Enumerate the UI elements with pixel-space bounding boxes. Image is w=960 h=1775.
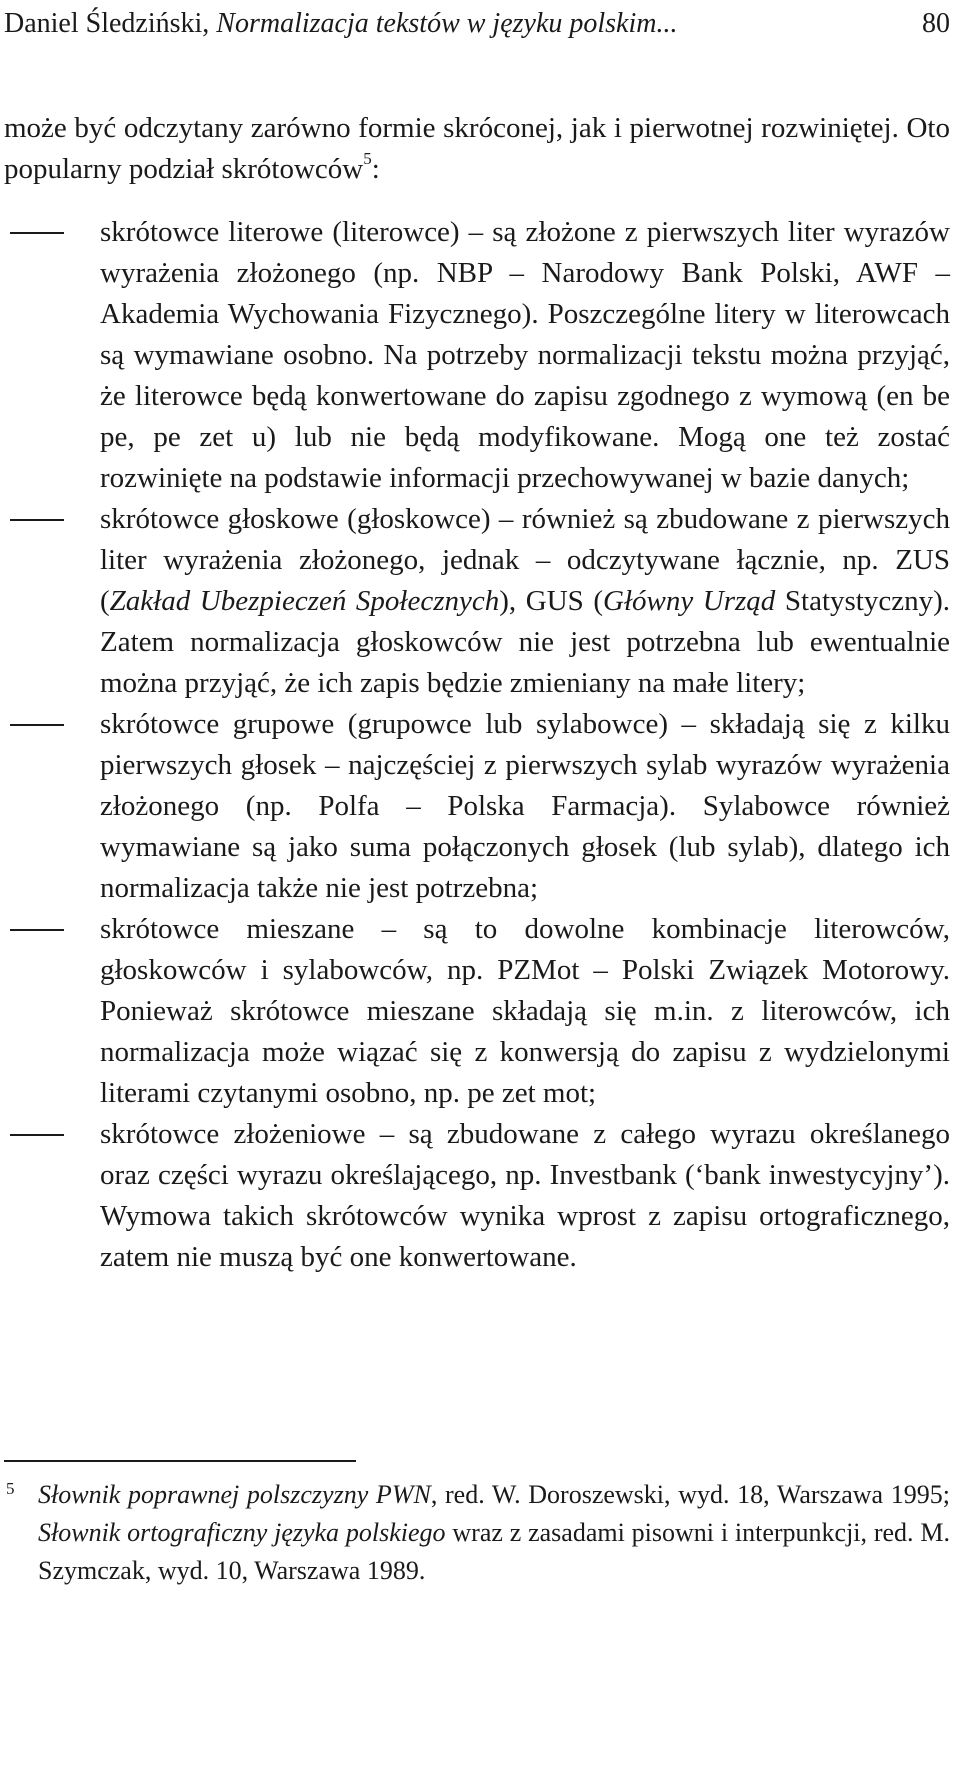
footnote-reference[interactable]: 5 — [363, 149, 372, 168]
list-item-text: ), GUS ( — [499, 585, 603, 617]
intro-paragraph — [4, 108, 950, 190]
list-item-text: skrótowce głoskowe (głoskowce) – również są zbudowane z pierwszych liter wyrażenia złożonego, jednak – odczytywane łącznie, np. ZUS ( — [100, 503, 950, 617]
list-item-text: skrótowce grupowe (grupowce lub sylabowce) – składają się z kilku pierwszych głosek – najczęściej z pierwszych sylab wyrazów wyrażenia złożonego (np. Polfa – Polska Farmacja). Sylabowce również wymawiane są jako suma połączonych głosek (lub sylab), dlatego ich normalizacja także nie jest potrzebna; — [100, 708, 950, 904]
dash-bullet-icon — [4, 212, 68, 253]
dash-bullet-icon — [4, 499, 68, 540]
footnote-italic: Słownik poprawnej polszczyzny PWN — [38, 1480, 431, 1509]
list-item-text: skrótowce literowe (literowce) – są złożone z pierwszych liter wyrazów wyrażenia złożonego (np. NBP – Narodowy Bank Polski, AWF – Akademia Wychowania Fizycznego). Poszczególne litery w literowcach są wymawiane osobno. Na potrzeby normalizacji tekstu można przyjąć, że literowce będą konwertowane do zapisu zgodnego z wymową (en be pe, pe zet u) lub nie będą modyfikowane. Mogą one też zostać rozwinięte na podstawie informacji przechowywanej w bazie danych; — [100, 216, 950, 494]
dash-bullet-icon — [4, 909, 68, 950]
list-item-italic: Zakład Ubezpieczeń Społecznych — [109, 585, 500, 617]
acronym-type-list — [4, 212, 950, 1278]
header-author: Daniel Śledziński, — [4, 8, 217, 39]
list-item-literowce — [4, 212, 950, 499]
footnote — [4, 1476, 950, 1590]
list-item-text: zek Motorowy. Ponieważ skrótowce mieszane składają się m.in. z literowców, ich normalizacja może wiązać się z konwersją do zapisu z wydzielonymi literami czytanymi osobno, np. pe zet mot; — [100, 954, 950, 1109]
dash-bullet-icon — [4, 704, 68, 745]
list-item-mieszane — [4, 909, 950, 1114]
footnote-divider — [4, 1460, 356, 1462]
footnote-plain: wraz z zasadami pisowni i interpunkcji, red. M. Szymczak, wyd. 10, Warszawa 1989. — [38, 1518, 951, 1585]
list-item-italic: Główny Urząd — [603, 585, 776, 617]
intro-text: może być odczytany zarówno formie skróconej, jak i pierwotnej rozwiniętej. Oto popularny podział skrótowców — [4, 112, 950, 185]
intro-trailing: : — [371, 153, 380, 185]
header-title: Normalizacja tekstów w języku polskim... — [216, 8, 678, 39]
list-item-text: skrótowce złożeniowe – są zbudowane z całego wyrazu określanego oraz części wyrazu określającego, np. Investbank (‘bank inwestycyjny’). Wymowa takich skrótowców wynika wprost z zapisu ortograficznego, zatem nie muszą być one konwertowane. — [100, 1118, 950, 1273]
list-item-gloskowce — [4, 499, 950, 704]
running-header — [4, 4, 950, 52]
list-item-zlozeniowe — [4, 1114, 950, 1278]
footnote-plain: , red. W. Doroszewski, wyd. 18, Warszawa 1995; — [430, 1480, 950, 1509]
footnote-number: 5 — [6, 1479, 15, 1498]
list-item-text: skrótowce mieszane – są to dowolne kombinacje literowców, głoskowców i sylabowców, np. PZMot – Polski Zwią — [100, 913, 950, 986]
page-number: 80 — [922, 8, 950, 39]
dash-bullet-icon — [4, 1114, 68, 1155]
list-item-text: Statystyczny). Zatem normalizacja głoskowców nie jest potrzebna lub ewentualnie można przyjąć, że ich zapis będzie zmieniany na małe litery; — [100, 585, 950, 699]
running-title — [4, 4, 677, 44]
footnote-text — [38, 1476, 950, 1590]
list-item-grupowce — [4, 704, 950, 909]
body-text — [4, 108, 950, 1278]
footnote-italic: Słownik ortograficzny języka polskiego — [38, 1518, 446, 1547]
